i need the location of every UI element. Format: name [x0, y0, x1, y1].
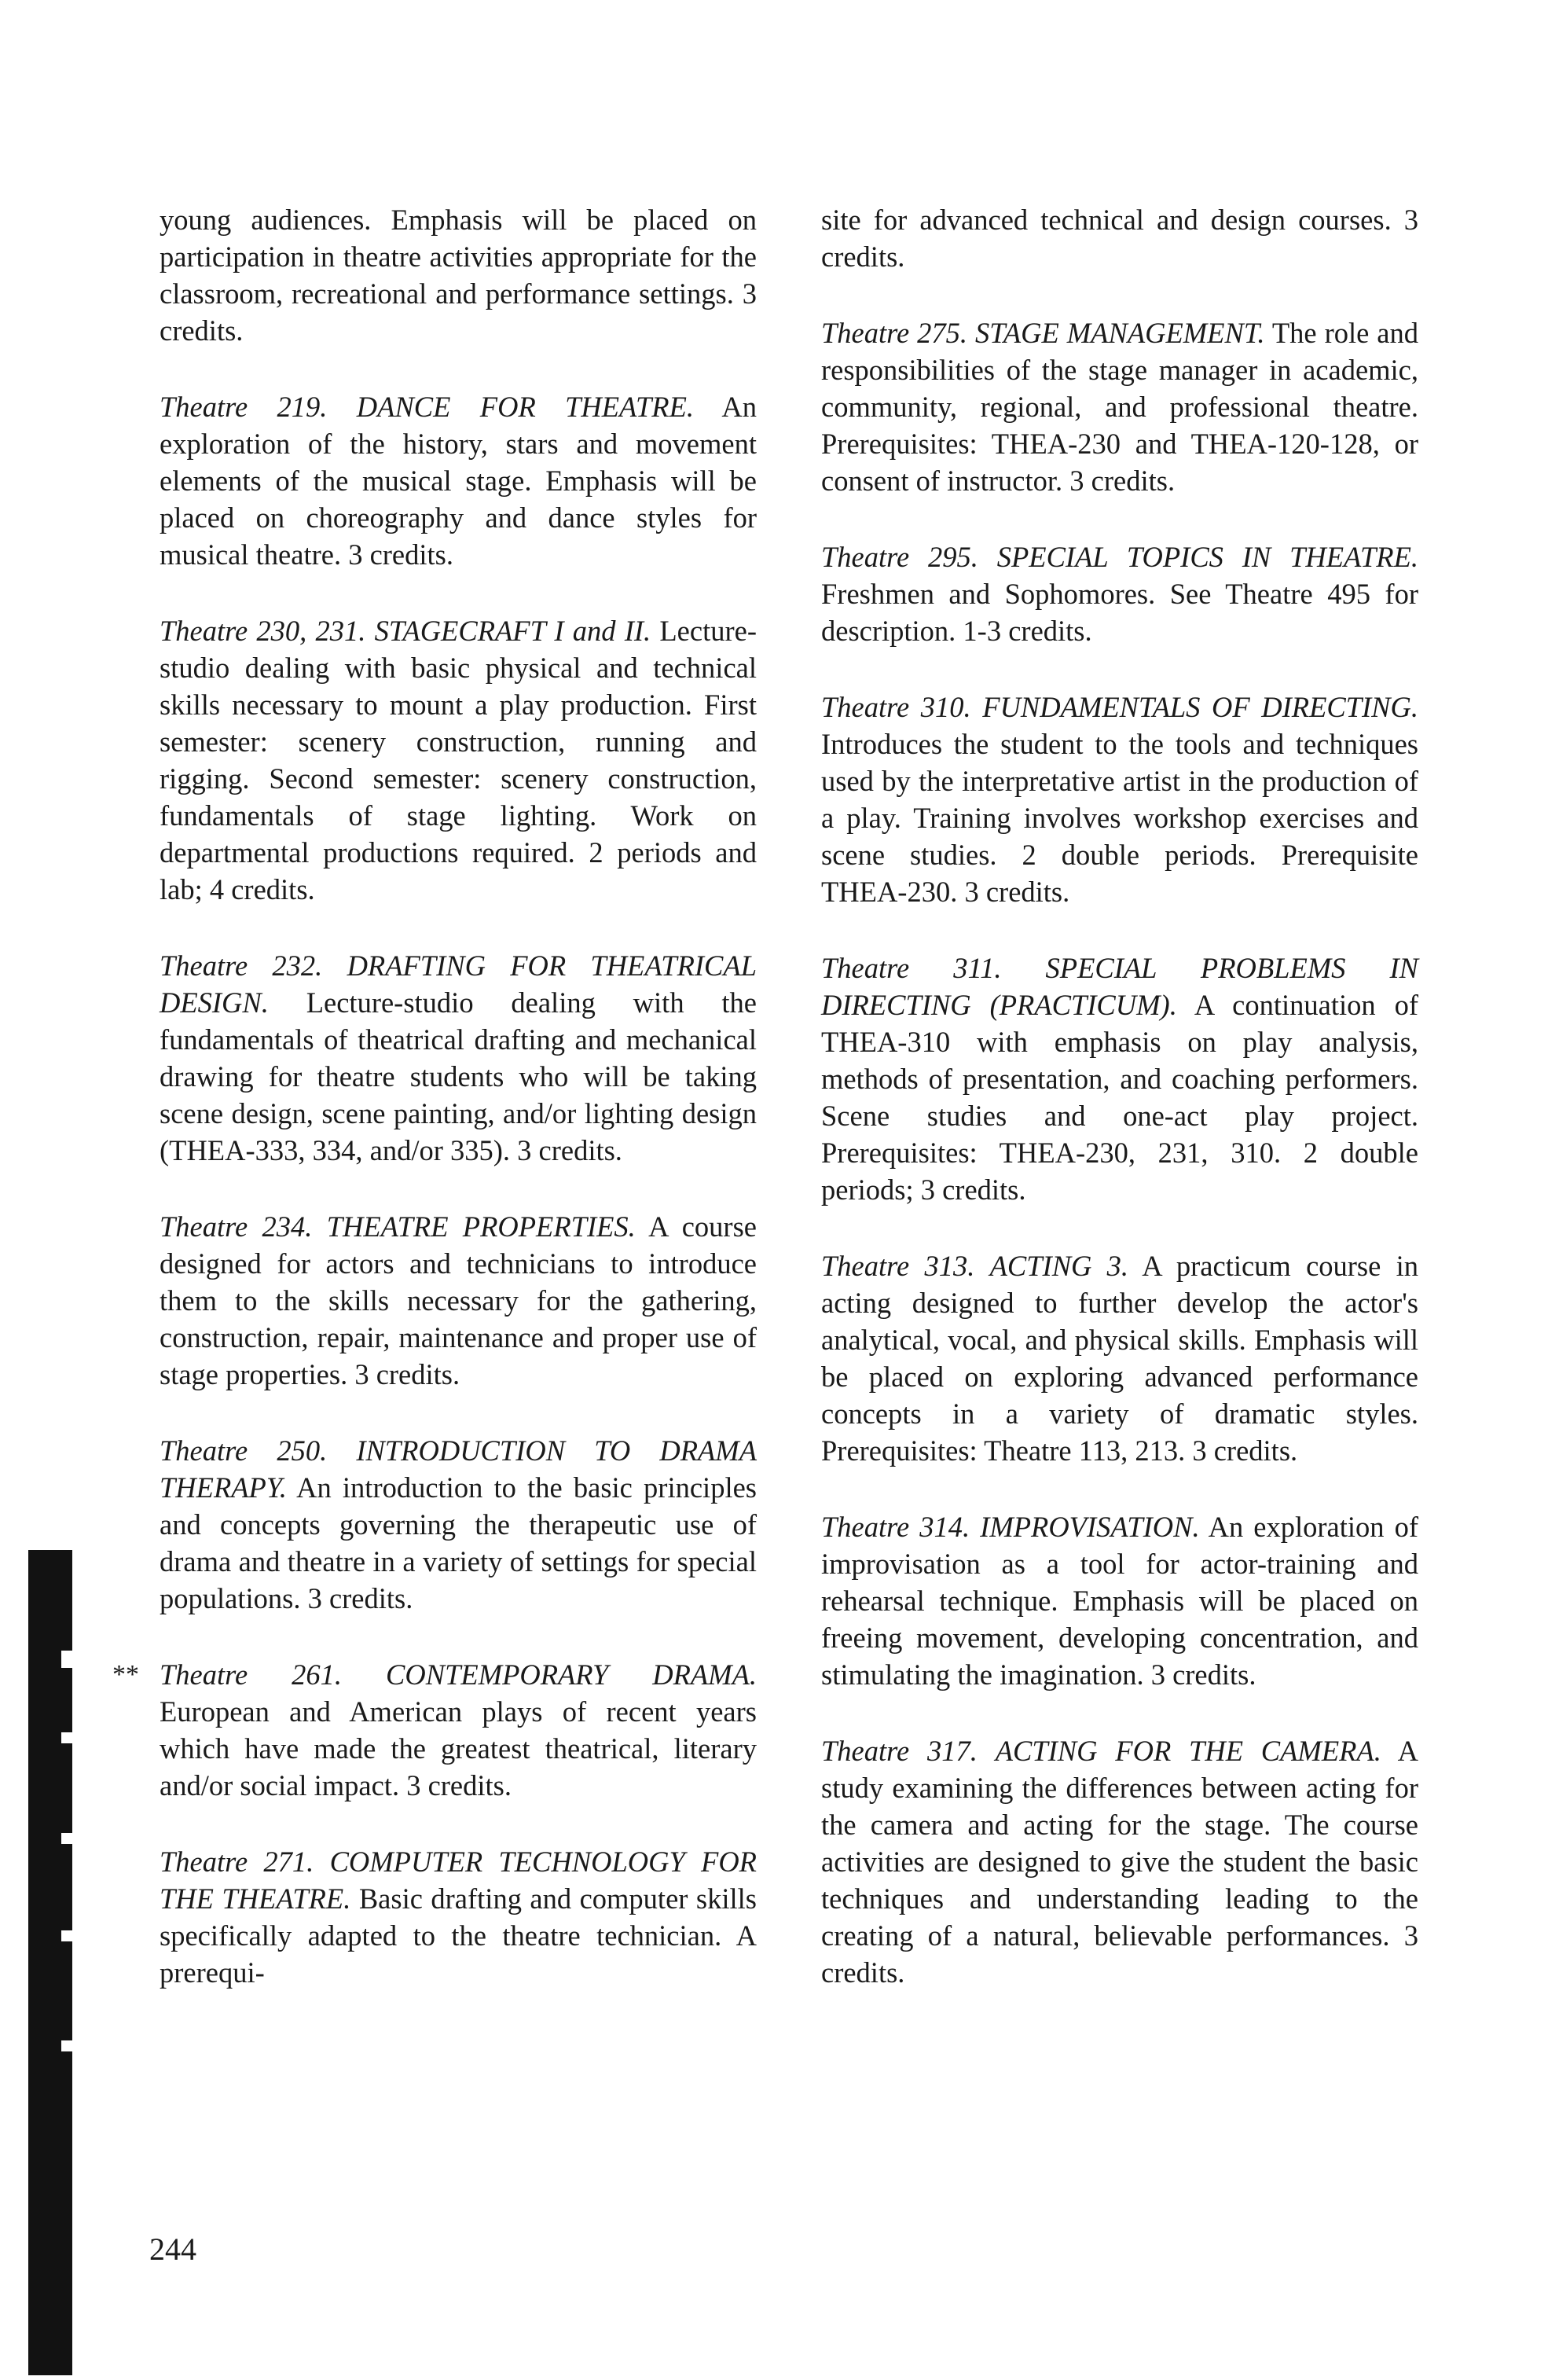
course-number: Theatre 310.: [821, 691, 971, 723]
left-column: [112, 201, 757, 2030]
course-entry-310: [821, 689, 1418, 910]
course-title: THEATRE PROPERTIES.: [326, 1210, 636, 1243]
tab-notch: [61, 1651, 72, 1668]
course-number: Theatre 275.: [821, 317, 968, 349]
continued-text: young audiences. Emphasis will be placed on participation in theatre activities appropriate for the classroom, recreational and performance settings. 3 credits.: [160, 204, 757, 347]
course-description: Lecture-studio dealing with the fundamentals of theatrical drafting and mechanical drawing for theatre students who will be taking scene design, scene painting, and/or lighting design (THEA-333, 334, and/or 335). 3 credits.: [160, 986, 757, 1166]
course-description: An exploration of improvisation as a tool for actor-training and rehearsal technique. Emphasis will be placed on freeing movement, developing concentration, and stimulating the imagination. 3 credits.: [821, 1511, 1418, 1691]
course-description: A continuation of THEA-310 with emphasis on play analysis, methods of presentation, and coaching performers. Scene studies and one-act play project. Prerequisites: THEA-230, 231, 310. 2 double periods; 3 credits.: [821, 989, 1418, 1206]
course-number: Theatre 295.: [821, 541, 978, 573]
course-description: European and American plays of recent years which have made the greatest theatrical, literary and/or social impact. 3 credits.: [160, 1695, 757, 1802]
course-title: FUNDAMENTALS OF DIRECTING.: [982, 691, 1419, 723]
continued-text: site for advanced technical and design courses. 3 credits.: [821, 204, 1418, 273]
course-number: Theatre 311.: [821, 952, 1002, 984]
course-description: A course designed for actors and technicians to introduce them to the skills necessary for the gathering, construction, repair, maintenance and proper use of stage properties. 3 credits.: [160, 1210, 757, 1390]
course-entry-219: [160, 388, 757, 573]
course-description: Freshmen and Sophomores. See Theatre 495 for description. 1-3 credits.: [821, 578, 1418, 647]
course-title: SPECIAL TOPICS IN THEATRE.: [996, 541, 1418, 573]
course-description: Basic drafting and computer skills specifically adapted to the theatre technician. A prerequi-: [160, 1882, 757, 1989]
tab-notch: [61, 1833, 72, 1844]
course-title: STAGE MANAGEMENT.: [975, 317, 1265, 349]
right-column: [821, 201, 1418, 2030]
course-description: The role and responsibilities of the stage manager in academic, community, regional, and professional theatre. Prerequisites: THEA-230 and THEA-120-128, or consent of instructor. 3 credits.: [821, 317, 1418, 497]
course-number: Theatre 317.: [821, 1735, 978, 1767]
tab-notch: [61, 1732, 72, 1743]
page-number: 244: [149, 2231, 196, 2267]
course-number: Theatre 261.: [160, 1658, 343, 1691]
course-entry-250: [160, 1432, 757, 1617]
course-number: Theatre 314.: [821, 1511, 970, 1543]
course-entry-230-231: [160, 612, 757, 908]
course-title: COMPUTER TECHNOLOGY FOR THE THEATRE.: [160, 1846, 757, 1915]
course-description: Introduces the student to the tools and techniques used by the interpretative artist in the production of a play. Training involves workshop exercises and scene studies. 2 double periods. Prerequisite THEA-230. 3 credits.: [821, 728, 1418, 908]
tab-notch: [61, 1930, 72, 1941]
course-description: An exploration of the history, stars and movement elements of the musical stage. Emphasis will be placed on choreography and dance styles for musical theatre. 3 credits.: [160, 391, 757, 571]
course-number: Theatre 234.: [160, 1210, 313, 1243]
course-number: Theatre 250.: [160, 1434, 328, 1467]
course-entry-313: [821, 1247, 1418, 1469]
course-entry-317: [821, 1732, 1418, 1991]
course-title: ACTING FOR THE CAMERA.: [995, 1735, 1381, 1767]
course-number: Theatre 271.: [160, 1846, 314, 1878]
course-title: INTRODUCTION TO DRAMA THERAPY.: [160, 1434, 757, 1504]
course-entry-232: [160, 947, 757, 1169]
course-title: DRAFTING FOR THEATRICAL DESIGN.: [160, 949, 757, 1019]
course-number: Theatre 219.: [160, 391, 328, 423]
course-number: Theatre 230, 231.: [160, 615, 366, 647]
course-entry-271: [160, 1843, 757, 1991]
course-title: STAGECRAFT I and II.: [374, 615, 651, 647]
course-description: A practicum course in acting designed to further develop the actor's analytical, vocal, and physical skills. Emphasis will be placed on exploring advanced performance concepts in a variety of dramatic styles. Prerequisites: Theatre 113, 213. 3 credits.: [821, 1250, 1418, 1467]
course-entry-234: [160, 1208, 757, 1393]
course-entry-314: [821, 1508, 1418, 1693]
course-title: CONTEMPORARY DRAMA.: [386, 1658, 757, 1691]
course-title: ACTING 3.: [989, 1250, 1129, 1282]
tab-notch: [61, 2040, 72, 2051]
course-description: A study examining the differences between acting for the camera and acting for the stage. The course activities are designed to give the student the basic techniques and understanding leading to the creating of a natural, believable performances. 3 credits.: [821, 1735, 1419, 1989]
course-title: DANCE FOR THEATRE.: [356, 391, 695, 423]
asterisk-marker: **: [112, 1660, 139, 1689]
course-number: Theatre 313.: [821, 1250, 975, 1282]
course-entry-275: [821, 314, 1418, 499]
section-tab-bar: [28, 1550, 72, 2375]
course-entry-261: [112, 1656, 757, 1804]
course-entry-295: [821, 538, 1418, 649]
course-title: SPECIAL PROBLEMS IN DIRECTING (PRACTICUM).: [821, 952, 1418, 1021]
course-number: Theatre 232.: [160, 949, 323, 982]
course-description: An introduction to the basic principles and concepts governing the therapeutic use of drama and theatre in a variety of settings for special populations. 3 credits.: [160, 1471, 757, 1614]
course-title: IMPROVISATION.: [980, 1511, 1200, 1543]
course-entry-311: [821, 949, 1418, 1208]
course-description: Lecture-studio dealing with basic physical and technical skills necessary to mount a play production. First semester: scenery construction, running and rigging. Second semester: scenery construction, fundamentals of stage lighting. Work on departmental productions required. 2 periods and lab; 4 credits.: [160, 615, 757, 905]
